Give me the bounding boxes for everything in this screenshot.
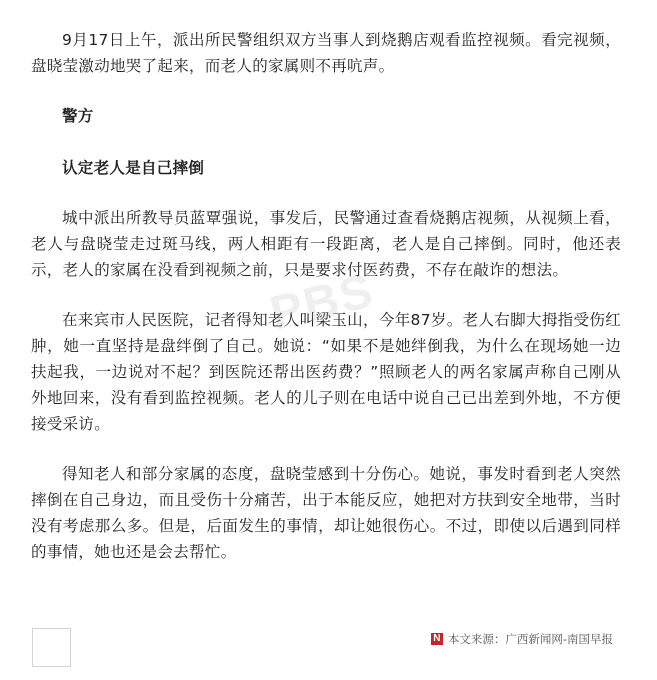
watermark-logo: PBS (265, 264, 380, 341)
article-paragraph-4: 得知老人和部分家属的态度，盘晓莹感到十分伤心。她说，事发时看到老人突然摔倒在自己身边，而且受伤十分痛苦，出于本能反应，她把对方扶到安全地带，当时没有考虑那么多。但是，后面发生的事情，却让她很伤心。不过，即使以后遇到同样的事情，她也还是会去帮忙。 (31, 465, 621, 561)
source-credit (431, 631, 613, 647)
thumbnail-placeholder[interactable] (32, 628, 71, 667)
article-paragraph-2: 城中派出所教导员蓝覃强说，事发后，民警通过查看烧鹅店视频，从视频上看，老人与盘晓莹走过斑马线，两人相距有一段距离，老人是自己摔倒。同时，他还表示，老人的家属在没看到视频之前，只是要求付医药费，不存在敲诈的想法。 (31, 209, 621, 279)
section-subheading: 认定老人是自己摔倒 (62, 159, 205, 177)
article-paragraph-1: 9月17日上午，派出所民警组织双方当事人到烧鹅店观看监控视频。看完视频，盘晓莹激动地哭了起来，而老人的家属则不再吭声。 (31, 31, 621, 75)
section-heading-police: 警方 (62, 107, 94, 125)
article-body (31, 27, 621, 565)
news-logo-icon: N (431, 633, 443, 645)
source-text: 本文来源：广西新闻网-南国早报 (447, 632, 613, 646)
article-paragraph-3: 在来宾市人民医院，记者得知老人叫梁玉山，今年87岁。老人右脚大拇指受伤红肿，她一直坚持是盘绊倒了自己。她说：“如果不是她绊倒我，为什么在现场她一边扶起我，一边说对不起？到医院还帮出医药费？”照顾老人的两名家属声称自己刚从外地回来，没有看到监控视频。老人的儿子则在电话中说自己已出差到外地，不方便接受采访。 (31, 311, 621, 433)
